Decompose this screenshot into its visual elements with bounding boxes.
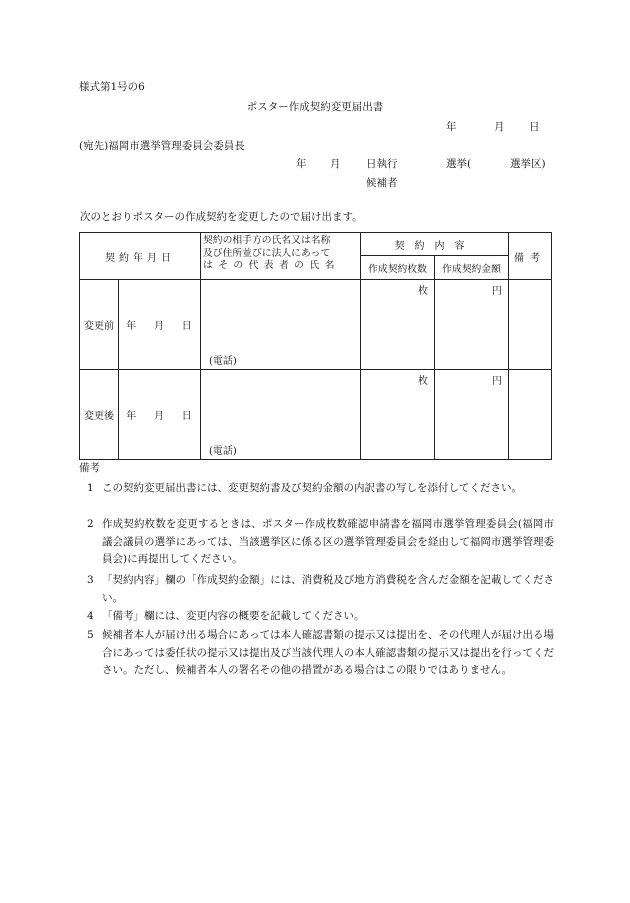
row-label: 変更後 <box>80 370 119 460</box>
phone-label: (電話) <box>209 356 237 367</box>
addressee: (宛先)福岡市選挙管理委員会委員長 <box>79 140 245 152</box>
header-remarks: 備考 <box>509 233 552 280</box>
year-label: 年 <box>126 411 138 422</box>
date-month-label: 月 <box>494 121 505 133</box>
candidate-label: 候補者 <box>366 177 398 189</box>
contract-date-field[interactable] <box>119 370 201 460</box>
intro-text: 次のとおりポスターの作成契約を変更したので届け出ます。 <box>80 211 363 223</box>
amount-field[interactable] <box>435 280 509 370</box>
note-number: 3 <box>87 574 94 586</box>
header-contract-content: 契約内容 <box>361 233 509 256</box>
remarks-field[interactable] <box>509 370 552 460</box>
election-district-label: 選挙区) <box>510 158 546 170</box>
header-sheet-count: 作成契約枚数 <box>361 256 435 280</box>
table-row-after <box>80 370 552 460</box>
header-counterparty-line3: はその代表者の氏名 <box>203 260 340 271</box>
note-number: 2 <box>87 518 94 530</box>
sheet-count-field[interactable] <box>361 280 435 370</box>
yen-unit: 円 <box>492 376 502 387</box>
notes-title: 備考 <box>79 462 100 474</box>
month-label: 月 <box>154 321 165 332</box>
date-day-label: 日 <box>529 121 540 133</box>
sheet-unit: 枚 <box>418 286 428 297</box>
election-day-label: 日執行 <box>366 158 398 170</box>
note-number: 1 <box>87 482 94 494</box>
note-number: 5 <box>87 629 94 641</box>
header-contract-amount: 作成契約金額 <box>435 256 509 280</box>
header-counterparty-line1: 契約の相手方の氏名又は名称 <box>203 235 331 246</box>
year-label: 年 <box>126 321 138 332</box>
note-text: 候補者本人が届け出る場合にあっては本人確認書類の提示又は提出を、その代理人が届け出る場合にあっては委任状の提示又は提出及び当該代理人の本人確認書類の提示又は提出を行ってください。ただし、候補者本人の署名その他の措置がある場合はこの限りではありません。 <box>102 629 554 676</box>
header-contract-date: 契約年月日 <box>80 233 201 280</box>
day-label: 日 <box>181 321 193 332</box>
note-item <box>79 627 554 680</box>
election-name-label: 選挙( <box>446 158 472 170</box>
note-number: 4 <box>87 610 94 622</box>
header-counterparty-line2: 及び住所並びに法人にあって <box>203 247 331 259</box>
month-label: 月 <box>154 411 165 422</box>
day-label: 日 <box>181 411 193 422</box>
note-text: 「備考」欄には、変更内容の概要を記載してください。 <box>102 610 365 622</box>
phone-label: (電話) <box>209 446 237 457</box>
note-item <box>79 608 554 626</box>
form-number: 様式第1号の6 <box>79 81 145 93</box>
note-text: 「契約内容」欄の「作成契約金額」には、消費税及び地方消費税を含んだ金額を記載してください。 <box>102 574 554 604</box>
note-text: 作成契約枚数を変更するときは、ポスター作成枚数確認申請書を福岡市選挙管理委員会(福岡市議会議員の選挙にあっては、当該選挙区に係る区の選挙管理委員会を経由して福岡市選挙管理委員会)に再提出してください。 <box>102 518 554 565</box>
election-month-label: 月 <box>330 158 341 170</box>
row-label: 変更前 <box>80 280 119 370</box>
counterparty-field[interactable] <box>201 280 361 370</box>
sheet-count-field[interactable] <box>361 370 435 460</box>
remarks-field[interactable] <box>509 280 552 370</box>
note-text: この契約変更届出書には、変更契約書及び契約金額の内訳書の写しを添付してください。 <box>102 482 522 494</box>
date-year-label: 年 <box>446 121 457 133</box>
table-row-before <box>80 280 552 370</box>
contract-change-table <box>79 232 552 460</box>
counterparty-field[interactable] <box>201 370 361 460</box>
note-item <box>79 572 554 607</box>
contract-date-field[interactable] <box>119 280 201 370</box>
header-counterparty <box>201 233 361 280</box>
election-year-label: 年 <box>296 158 307 170</box>
document-title: ポスター作成契約変更届出書 <box>246 101 384 113</box>
note-item <box>79 480 554 498</box>
yen-unit: 円 <box>492 286 502 297</box>
sheet-unit: 枚 <box>418 376 428 387</box>
amount-field[interactable] <box>435 370 509 460</box>
note-item <box>79 516 554 569</box>
